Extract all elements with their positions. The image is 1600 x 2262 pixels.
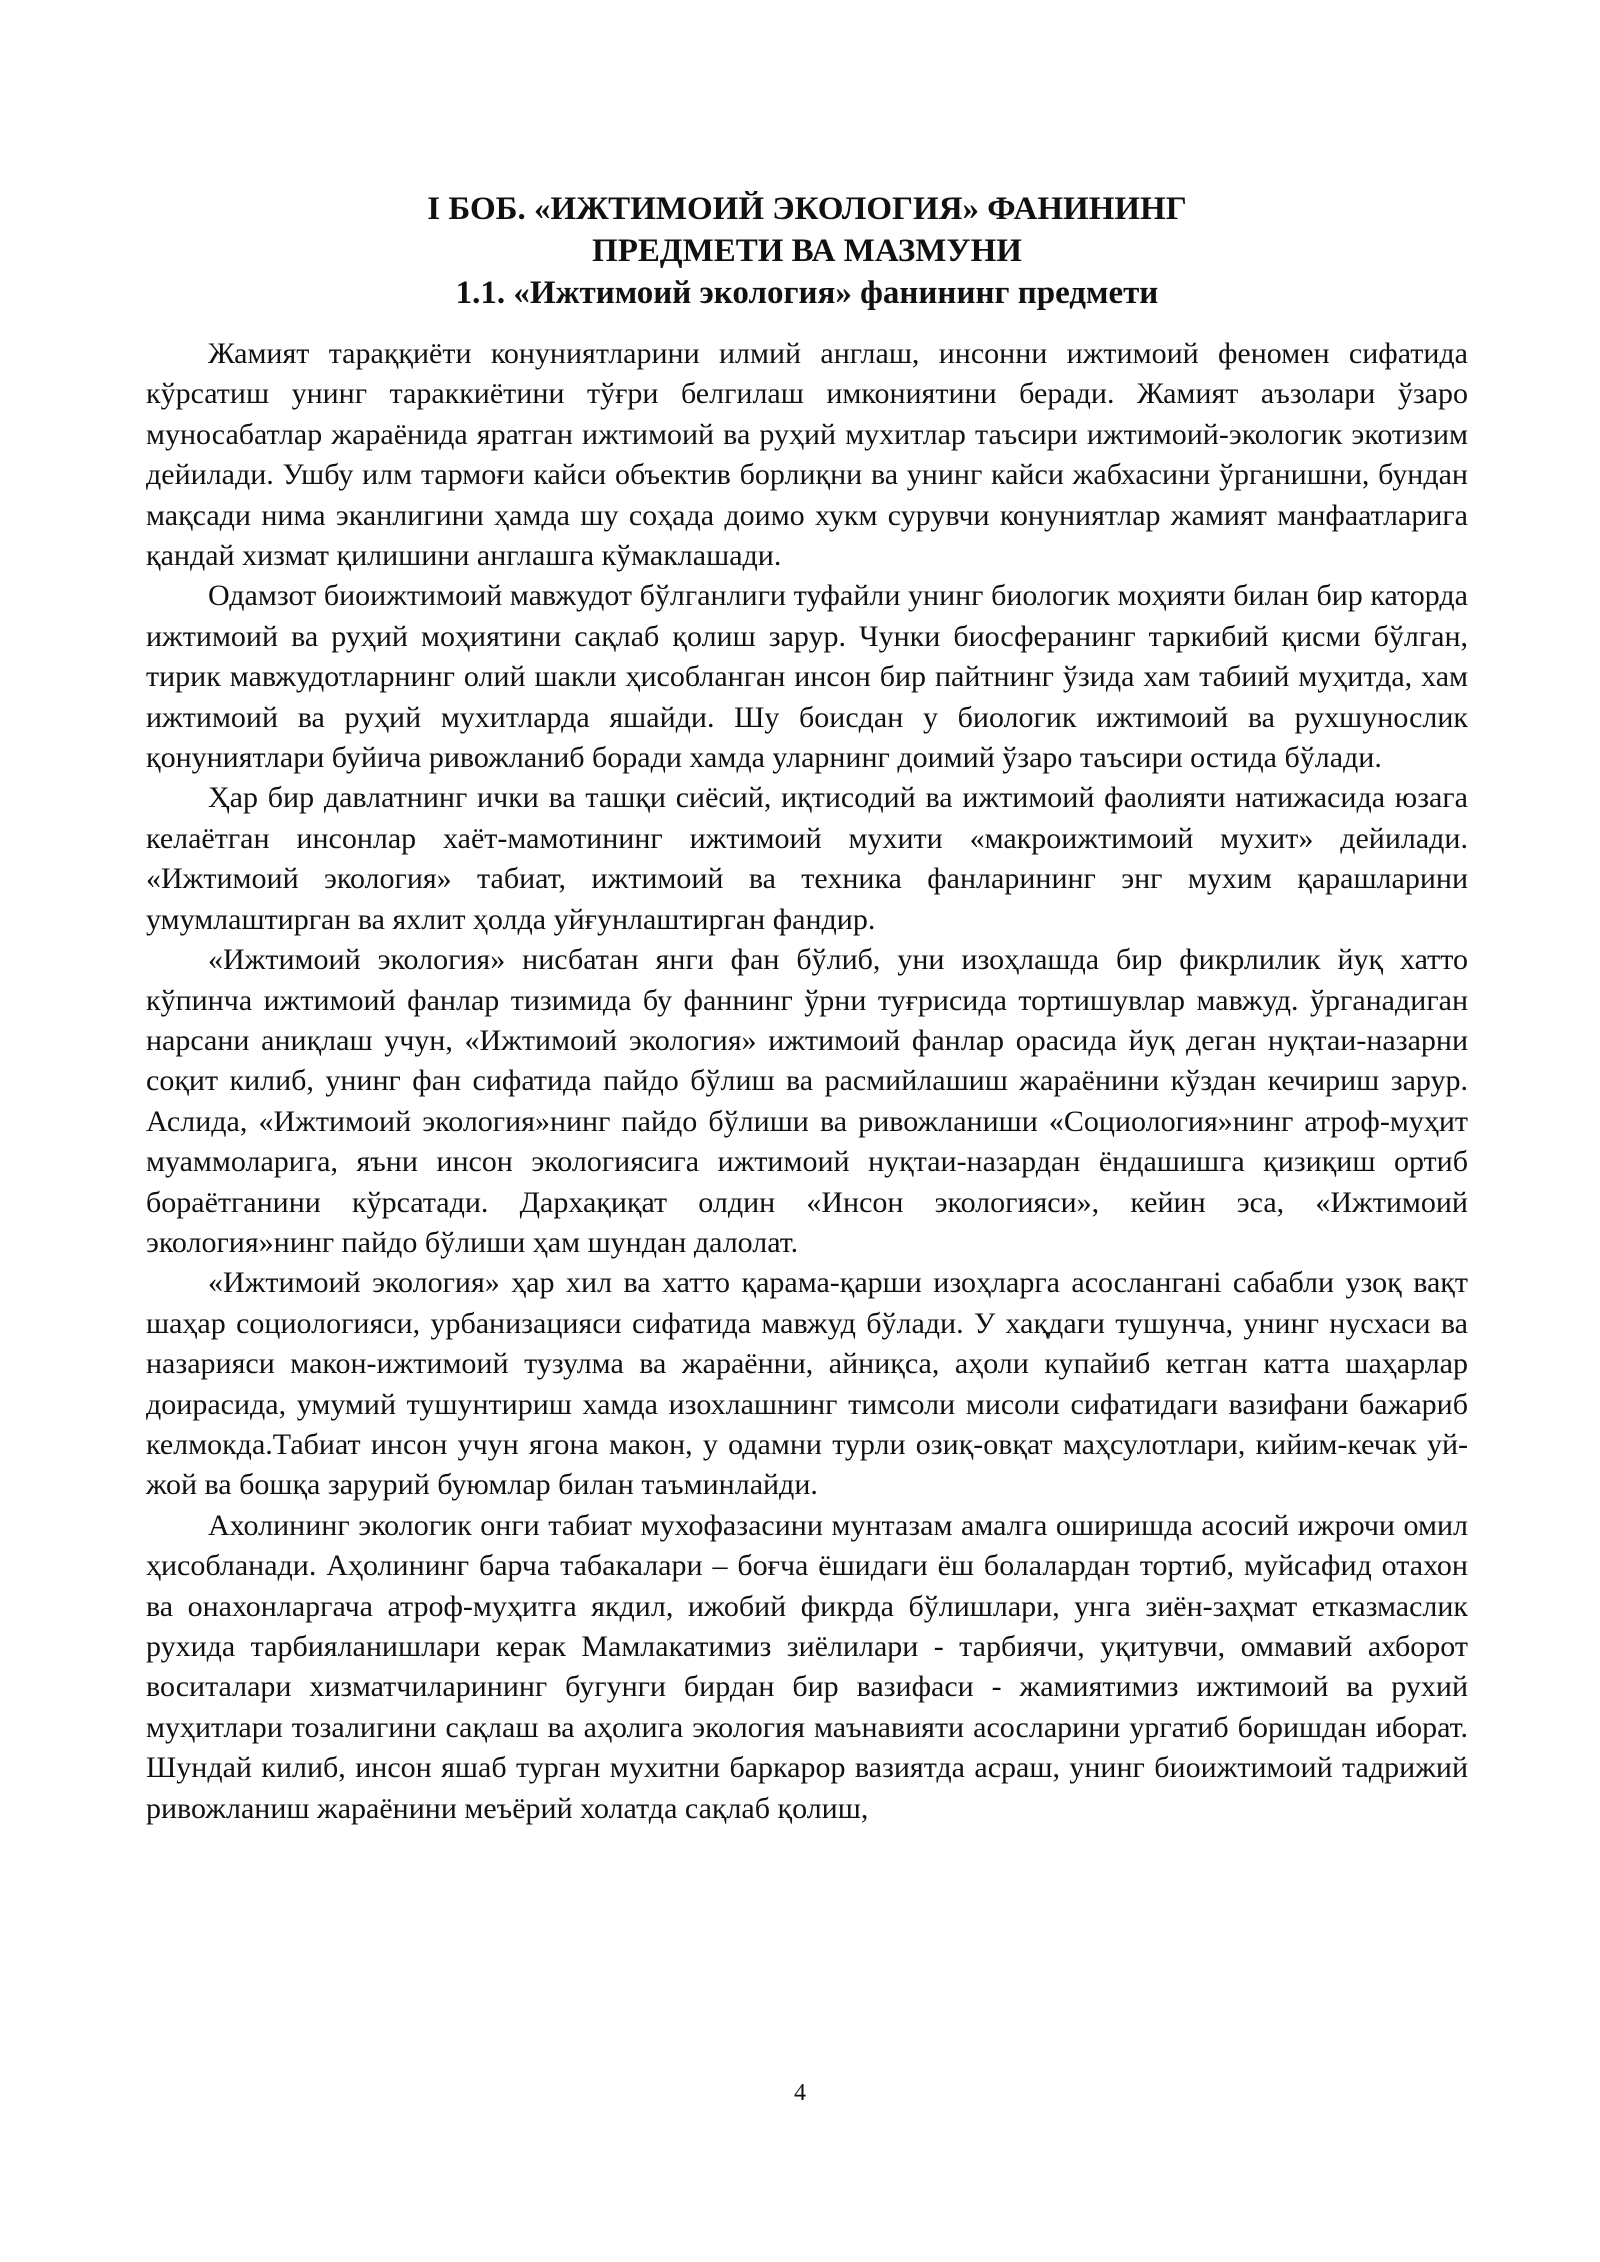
body-paragraph-5: «Ижтимоий экология» ҳар хил ва хатто қарама-қарши изоҳларга асосланганi сабабли узоқ вақт шаҳар социологияси, урбанизацияси сифатида мавжуд бўлади. У хақдаги тушунча, унинг нусхаси ва назарияси макон-ижтимоий тузулма ва жараённи, айниқса, аҳоли купайиб кетган катта шаҳарлар доирасида, умумий тушунтириш хамда изохлашнинг тимсоли мисоли сифатидаги вазифани бажариб келмокда.Табиат инсон учун ягона макон, у одамни турли озиқ-овқат маҳсулотлари, кийим-кечак уй-жой ва бошқа зарурий буюмлар билан таъминлайди. bbox=[146, 1266, 1468, 1502]
page-number: 4 bbox=[794, 2080, 806, 2106]
body-paragraph-4: «Ижтимоий экология» нисбатан янги фан бўлиб, уни изоҳлашда бир фикрлилик йуқ хатто кўпинча ижтимоий фанлар тизимида бу фаннинг ўрни туғрисида тортишувлар мавжуд. ўрганадиган нарсани аниқлаш учун, «Ижтимоий экология» ижтимоий фанлар орасида йуқ деган нуқтаи-назарни соқит килиб, унинг фан сифатида пайдо бўлиш ва расмийлашиш жараёнини кўздан кечириш зарур. Аслида, «Ижтимоий экология»нинг пайдо бўлиши ва ривожланиши «Социология»нинг атроф-муҳит муаммоларига, яъни инсон экологиясига ижтимоий нуқтаи-назардан ёндашишга қизиқиш ортиб бораётганини кўрсатади. Дархақиқат олдин «Инсон экологияси», кейин эса, «Ижтимоий экология»нинг пайдо бўлиши ҳам шундан далолат. bbox=[146, 943, 1468, 1259]
body-paragraph-3: Ҳар бир давлатнинг ички ва ташқи сиёсий, иқтисодий ва ижтимоий фаолияти натижасида юзага келаётган инсонлар хаёт-мамотининг ижтимоий мухити «макроижтимоий мухит» дейилади. «Ижтимоий экология» табиат, ижтимоий ва техника фанларининг энг мухим қарашларини умумлаштирган ва яхлит ҳолда уйғунлаштирган фандир. bbox=[146, 781, 1468, 936]
chapter-title-line-2: ПРЕДМЕТИ ВА МАЗМУНИ bbox=[592, 233, 1022, 269]
body-paragraph-2: Одамзот биоижтимоий мавжудот бўлганлиги туфайли унинг биологик моҳияти билан бир каторда ижтимоий ва руҳий моҳиятини сақлаб қолиш зарур. Чунки биосферанинг таркибий қисми бўлган, тирик мавжудотларнинг олий шакли ҳисобланган инсон бир пайтнинг ўзида хам табиий муҳитда, хам ижтимоий ва руҳий мухитларда яшайди. Шу боисдан у биологик ижтимоий ва рухшунослик қонуниятлари буйича ривожланиб боради хамда уларнинг доимий ўзаро таъсири остида бўлади. bbox=[146, 579, 1468, 775]
chapter-title-line-1: I БОБ. «ИЖТИМОИЙ ЭКОЛОГИЯ» ФАНИНИНГ bbox=[427, 191, 1187, 227]
document-page bbox=[146, 188, 1468, 1829]
body-paragraph-6: Ахолининг экологик онги табиат мухофазасини мунтазам амалга оширишда асосий ижрочи омил ҳисобланади. Аҳолининг барча табакалари – боғча ёшидаги ёш болалардан тортиб, муйсафид отахон ва онахонларгача атроф-муҳитга якдил, ижобий фикрда бўлишлари, унга зиён-заҳмат етказмаслик рухида тарбияланишлари керак Мамлакатимиз зиёлилари - тарбиячи, уқитувчи, оммавий ахборот воситалари хизматчиларининг бугунги бирдан бир вазифаси - жамиятимиз ижтимоий ва рухий муҳитлари тозалигини сақлаш ва аҳолига экология маънавияти асосларини ургатиб боришдан иборат. Шундай килиб, инсон яшаб турган мухитни баркарор вазиятда асраш, унинг биоижтимоий тадрижий ривожланиш жараёнини меъёрий холатда сақлаб қолиш, bbox=[146, 1508, 1468, 1825]
body-paragraph-1: Жамият тараққиёти конуниятларини илмий англаш, инсонни ижтимоий феномен сифатида кўрсатиш унинг тараккиётини тўғри белгилаш имкониятини беради. Жамият аъзолари ўзаро муносабатлар жараёнида яратган ижтимоий ва руҳий мухитлар таъсири ижтимоий-экологик экотизим дейилади. Ушбу илм тармоғи кайси объектив борлиқни ва унинг кайси жабхасини ўрганишни, бундан мақсади нима эканлигини ҳамда шу соҳада доимо хукм сурувчи конуниятлар жамият манфаатларига қандай хизмат қилишини англашга кўмаклашади. bbox=[146, 337, 1468, 573]
section-heading: 1.1. «Ижтимоий экология» фанининг предмети bbox=[455, 275, 1159, 311]
